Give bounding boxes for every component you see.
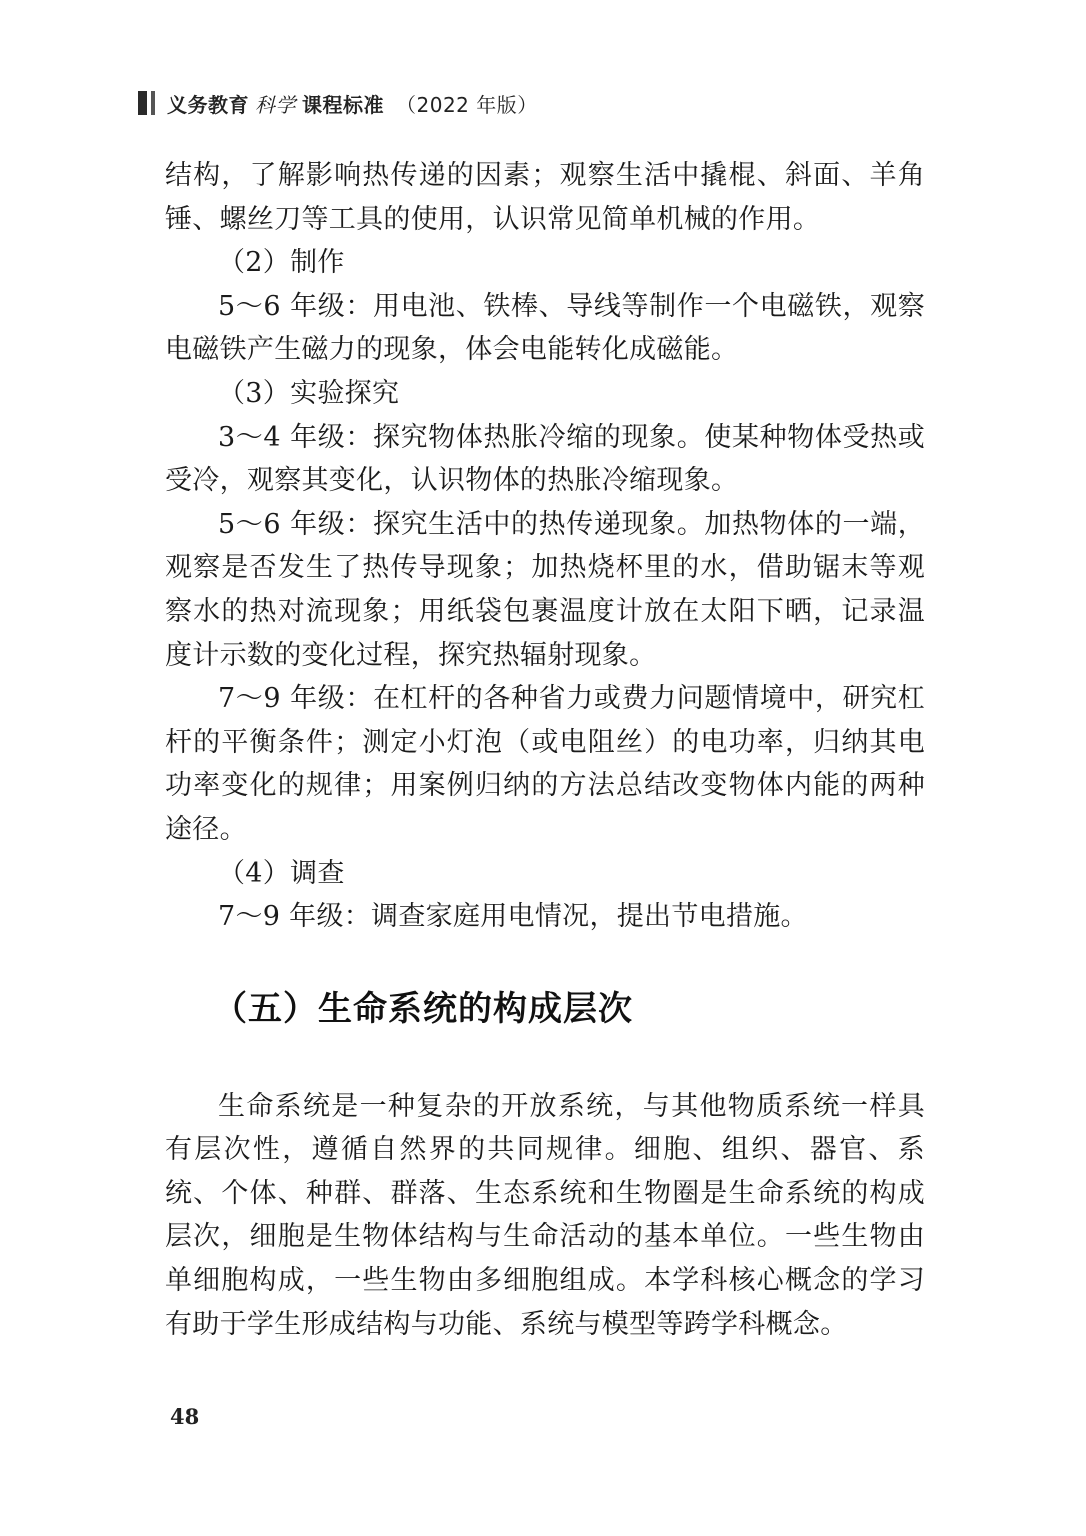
page-body [165,154,925,1346]
page-number: 48 [170,1404,200,1429]
paragraph-structure-continuation: 结构，了解影响热传递的因素；观察生活中撬棍、斜面、羊角锤、螺丝刀等工具的使用，认识常见简单机械的作用。 [165,160,925,235]
running-header [138,88,538,118]
running-head-standard: 课程标准 [302,92,384,117]
running-head-book-title: 义务教育 [167,92,249,117]
subheading-survey: （4）调查 [218,857,345,889]
header-bar-thin [151,91,155,115]
running-head-edition: （2022 年版） [396,92,538,117]
paragraph-thermal-expansion: 3～4 年级：探究物体热胀冷缩的现象。使某种物体受热或受冷，观察其变化，认识物体的热胀冷缩现象。 [165,421,925,497]
subheading-making: （2）制作 [218,247,345,279]
paragraph-heat-transfer: 5～6 年级：探究生活中的热传递现象。加热物体的一端，观察是否发生了热传导现象；加热烧杯里的水，借助锯末等观察水的热对流现象；用纸袋包裹温度计放在太阳下晒，记录温度计示数的变化过程，探究热辐射现象。 [165,508,925,671]
paragraph-electromagnet: 5～6 年级：用电池、铁棒、导线等制作一个电磁铁，观察电磁铁产生磁力的现象，体会电能转化成磁能。 [165,290,925,366]
header-bar-thick [138,91,147,115]
header-bars-decoration [138,91,155,115]
paragraph-electricity-survey: 7～9 年级：调查家庭用电情况，提出节电措施。 [218,901,808,933]
section-heading: （五）生命系统的构成层次 [213,988,633,1029]
subheading-experiment: （3）实验探究 [218,377,400,409]
running-head-subject: 科学 [255,92,296,117]
paragraph-lever-power: 7～9 年级：在杠杆的各种省力或费力问题情境中，研究杠杆的平衡条件；测定小灯泡（或电阻丝）的电功率，归纳其电功率变化的规律；用案例归纳的方法总结改变物体内能的两种途径。 [165,683,925,845]
paragraph-life-system: 生命系统是一种复杂的开放系统，与其他物质系统一样具有层次性，遵循自然界的共同规律。细胞、组织、器官、系统、个体、种群、群落、生态系统和生物圈是生命系统的构成层次，细胞是生物体结构与生命活动的基本单位。一些生物由单细胞构成，一些生物由多细胞组成。本学科核心概念的学习有助于学生形成结构与功能、系统与模型等跨学科概念。 [165,1090,925,1340]
